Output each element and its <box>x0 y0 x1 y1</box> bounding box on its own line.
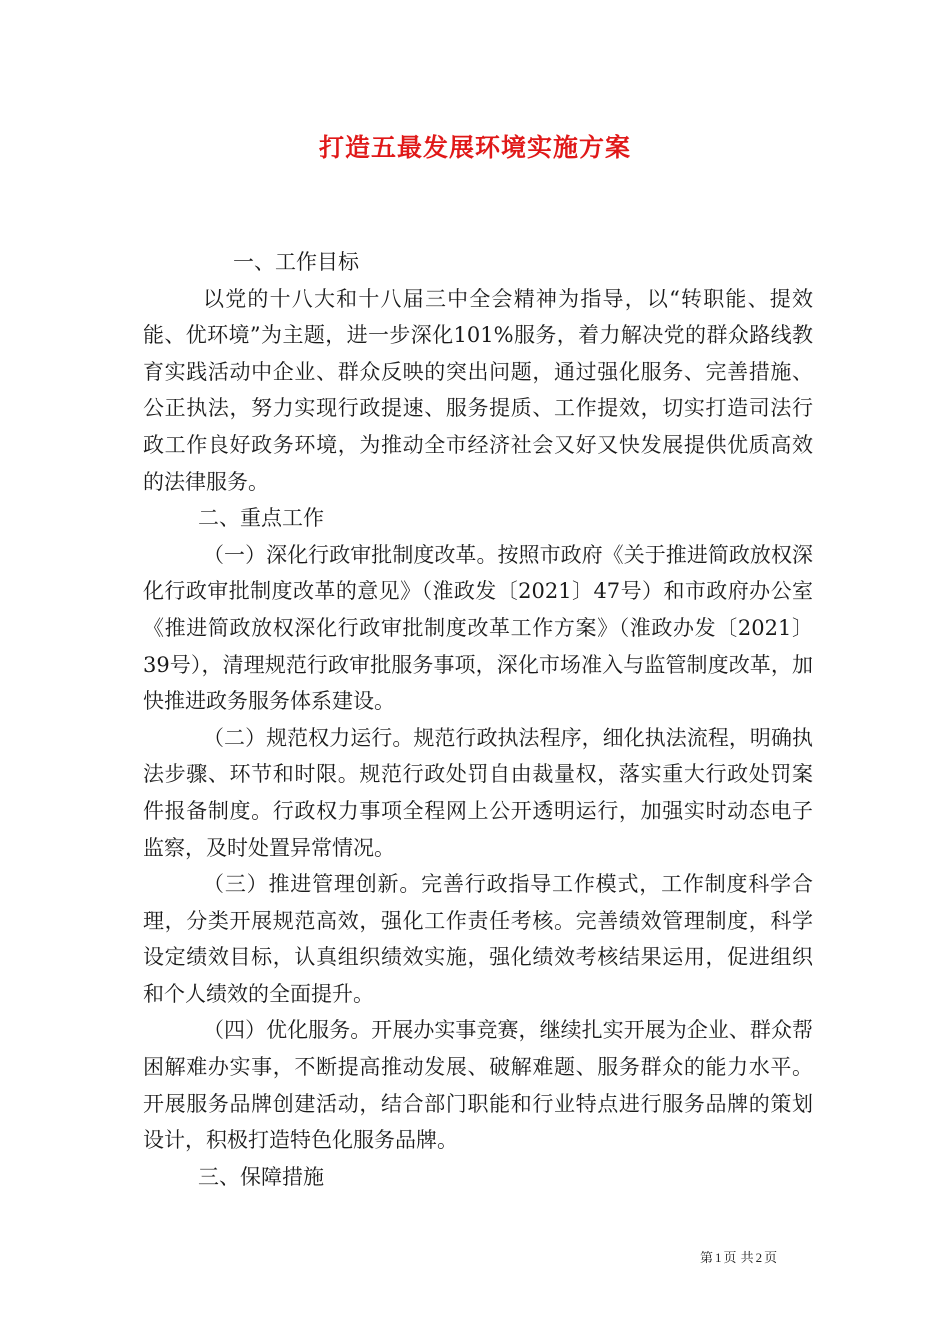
page-number-footer <box>700 1247 777 1266</box>
footer-prefix: 第 <box>700 1251 714 1266</box>
footer-suffix: 页 <box>764 1251 778 1266</box>
footer-middle: 页 共 <box>723 1251 754 1266</box>
section-heading-safeguards: 三、保障措施 <box>198 1164 324 1189</box>
section-heading-key-work: 二、重点工作 <box>198 506 324 531</box>
paragraph-item-4: （四）优化服务。开展办实事竞赛，继续扎实开展为企业、群众帮困解难办实事，不断提高推动发展、破解难题、服务群众的能力水平。开展服务品牌创建活动，结合部门职能和行业特点进行服务品牌的策划设计，积极打造特色化服务品牌。 <box>143 1018 813 1153</box>
footer-current-page: 1 <box>715 1250 722 1265</box>
document-title: 打造五最发展环境实施方案 <box>318 133 631 162</box>
paragraph-goal: 以党的十八大和十八届三中全会精神为指导，以“转职能、提效能、优环境”为主题，进一步深化101%服务，着力解决党的群众路线教育实践活动中企业、群众反映的突出问题，通过强化服务、完善措施、公正执法，努力实现行政提速、服务提质、工作提效，切实打造司法行政工作良好政务环境，为推动全市经济社会又好又快发展提供优质高效的法律服务。 <box>143 286 813 494</box>
paragraph-item-1: （一）深化行政审批制度改革。按照市政府《关于推进简政放权深化行政审批制度改革的意见》（淮政发〔2021〕47号）和市政府办公室《推进简政放权深化行政审批制度改革工作方案》（淮政办发〔2021〕39号），清理规范行政审批服务事项，深化市场准入与监管制度改革，加快推进政务服务体系建设。 <box>143 542 813 714</box>
footer-total-pages: 2 <box>755 1250 763 1265</box>
section-heading-goal: 一、工作目标 <box>233 250 359 274</box>
paragraph-item-3: （三）推进管理创新。完善行政指导工作模式，工作制度科学合理，分类开展规范高效，强化工作责任考核。完善绩效管理制度，科学设定绩效目标，认真组织绩效实施，强化绩效考核结果运用，促进组织和个人绩效的全面提升。 <box>143 872 813 1006</box>
paragraph-item-2: （二）规范权力运行。规范行政执法程序，细化执法流程，明确执法步骤、环节和时限。规范行政处罚自由裁量权，落实重大行政处罚案件报备制度。行政权力事项全程网上公开透明运行，加强实时动态电子监察，及时处置异常情况。 <box>143 725 813 860</box>
document-body <box>143 244 813 1195</box>
